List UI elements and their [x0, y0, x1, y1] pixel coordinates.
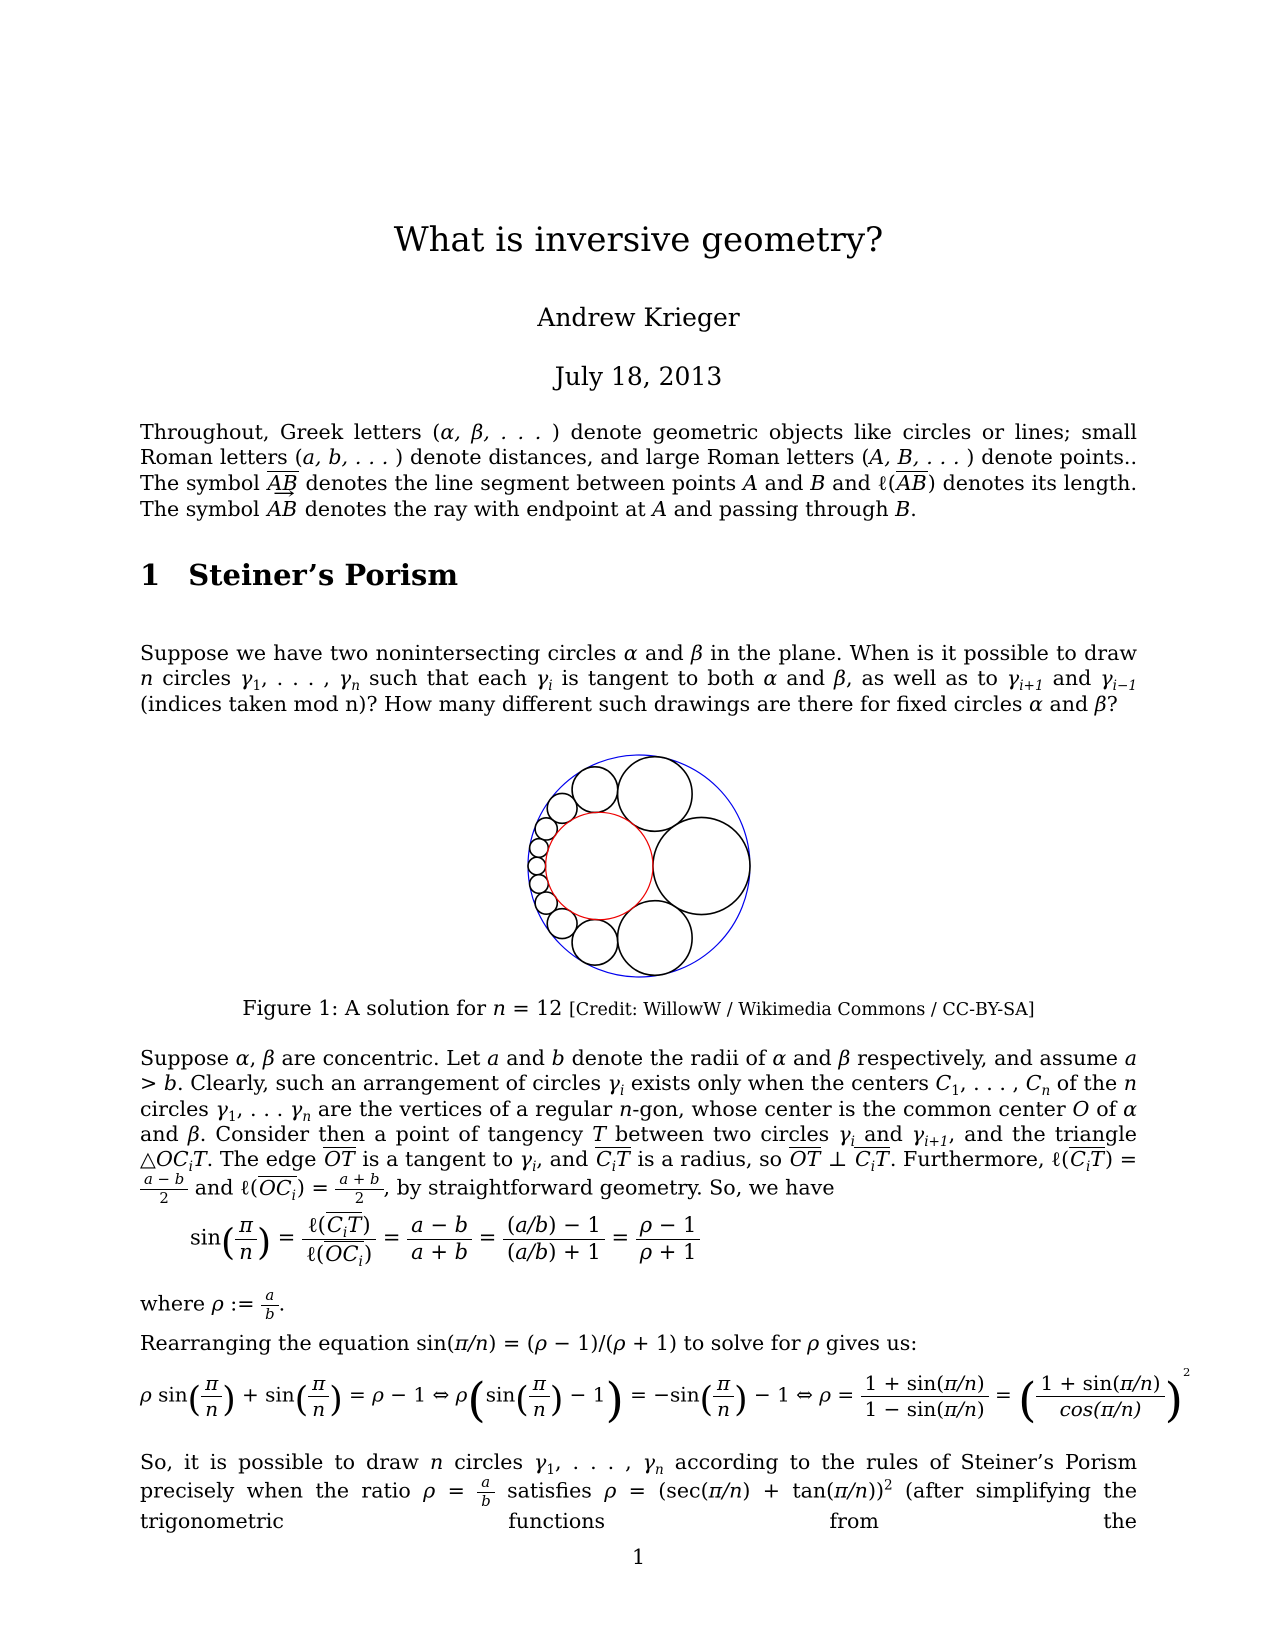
- chain-circle: [528, 857, 546, 875]
- concentric-paragraph: Suppose α, β are concentric. Let a and b denote the radii of α and β respectively, and assume a > b. Clearly, such an arrangement of circles $\gamma_i$ exists only when the centers $C_1$, . . . , $C_n$ of the n circles $\gamma_1$, . . . $\gamma_n$ are the vertices of a regular n-gon, whose center is the common center O of α and β. Consider then a point of tangency T between two circles $\gamma_i$ and $\gamma_{i+1}$, and the triangle $\triangle OC_iT$. The edge OT is a tangent to $\gamma_i$, and $C_iT$ is a radius, so OT ⊥ $C_iT$. Furthermore, $\ell(C_iT)$ = $\frac{a - b}{2}$ and $\ell(OC_i)$ = $\frac{a + b}{2}$ , by straightforward geometry. So, we have: [140, 1046, 1138, 1208]
- chain-circle: [617, 757, 692, 832]
- figure-container: [140, 751, 1137, 985]
- paper-title: What is inversive geometry?: [393, 220, 884, 260]
- chain-circle: [529, 875, 548, 894]
- chain-circle: [652, 817, 749, 914]
- outer-circle-alpha: [528, 755, 750, 977]
- page-number: 1: [631, 1545, 646, 1569]
- chain-circle: [572, 920, 618, 966]
- figure-caption-credit: [Credit: WillowW / Wikimedia Commons / CC-BY-SA]: [568, 1000, 1035, 1020]
- steiner-chain-figure: [524, 751, 754, 981]
- paper-date: July 18, 2013: [554, 362, 723, 391]
- conclusion-paragraph: So, it is possible to draw n circles $\gamma_1$, . . . , $\gamma_n$ according to the rules of Steiner’s Porism precisely when the ratio ρ = $\frac{a}{b}$ satisfies $\rho = (\sec(\pi/n) + \tan(\pi/n))^2$ (after simplifying the trigonometric functions from the: [140, 1450, 1138, 1534]
- where-paragraph: where ρ := $\frac{a}{b}$ .: [140, 1287, 286, 1323]
- figure-caption: [140, 996, 1137, 1020]
- intro-paragraph: Throughout, Greek letters (α, β, . . . ) denote geometric objects like circles or lines; small Roman letters (a, b, . . . ) denote distances, and large Roman letters (A, B, . . . ) denote points.. The symbol AB denotes the line segment between points A and B and ℓ(AB) denotes its length. The symbol → AB denotes the ray with endpoint at A and passing through B.: [140, 420, 1137, 522]
- section-heading: [140, 558, 1137, 592]
- chain-circle: [617, 901, 692, 976]
- chain-circle: [572, 767, 618, 813]
- figure-caption-label: Figure 1: A solution for n = 12: [242, 996, 569, 1020]
- chain-circle: [529, 839, 548, 858]
- equation-rho-solution: ρ sin( $\frac{\pi}{n}$ ) + sin( $\frac{\pi}{n}$ ) = ρ − 1 ⇔ ρ(sin( $\frac{\pi}{n}$ ) − 1) = −sin( $\frac{\pi}{n}$ ) − 1 ⇔ ρ = $\frac{1 + \sin(\pi/n)}{1 - \sin(\pi/n)}$ = ( $\frac{1 + \sin(\pi/n)}{\cos(\pi/n)}$ )$^2$: [140, 1365, 1191, 1429]
- paper-author: Andrew Krieger: [537, 303, 740, 332]
- equation-sine-ratio: sin( $\frac{\pi}{n}$ ) = $\frac{\ell(C_iT)}{\ell(OC_i)}$ = $\frac{a - b}{a + b}$ = $\frac{(a/b) - 1}{(a/b) + 1}$ = $\frac{\rho - 1}{\rho + 1}$: [190, 1212, 700, 1266]
- rearrange-paragraph: Rearranging the equation sin(π/n) = (ρ − 1)/(ρ + 1) to solve for ρ gives us:: [140, 1331, 918, 1355]
- section-number: 1: [140, 558, 161, 592]
- porism-paragraph: Suppose we have two nonintersecting circles α and β in the plane. When is it possible to draw n circles $\gamma_1$, . . . , $\gamma_n$ such that each $\gamma_i$ is tangent to both α and β, as well as to $\gamma_{i+1}$ and $\gamma_{i-1}$ (indices taken mod n)? How many different such drawings are there for fixed circles α and β?: [140, 641, 1137, 716]
- section-title: Steiner’s Porism: [188, 558, 459, 592]
- inner-circle-beta: [545, 812, 652, 919]
